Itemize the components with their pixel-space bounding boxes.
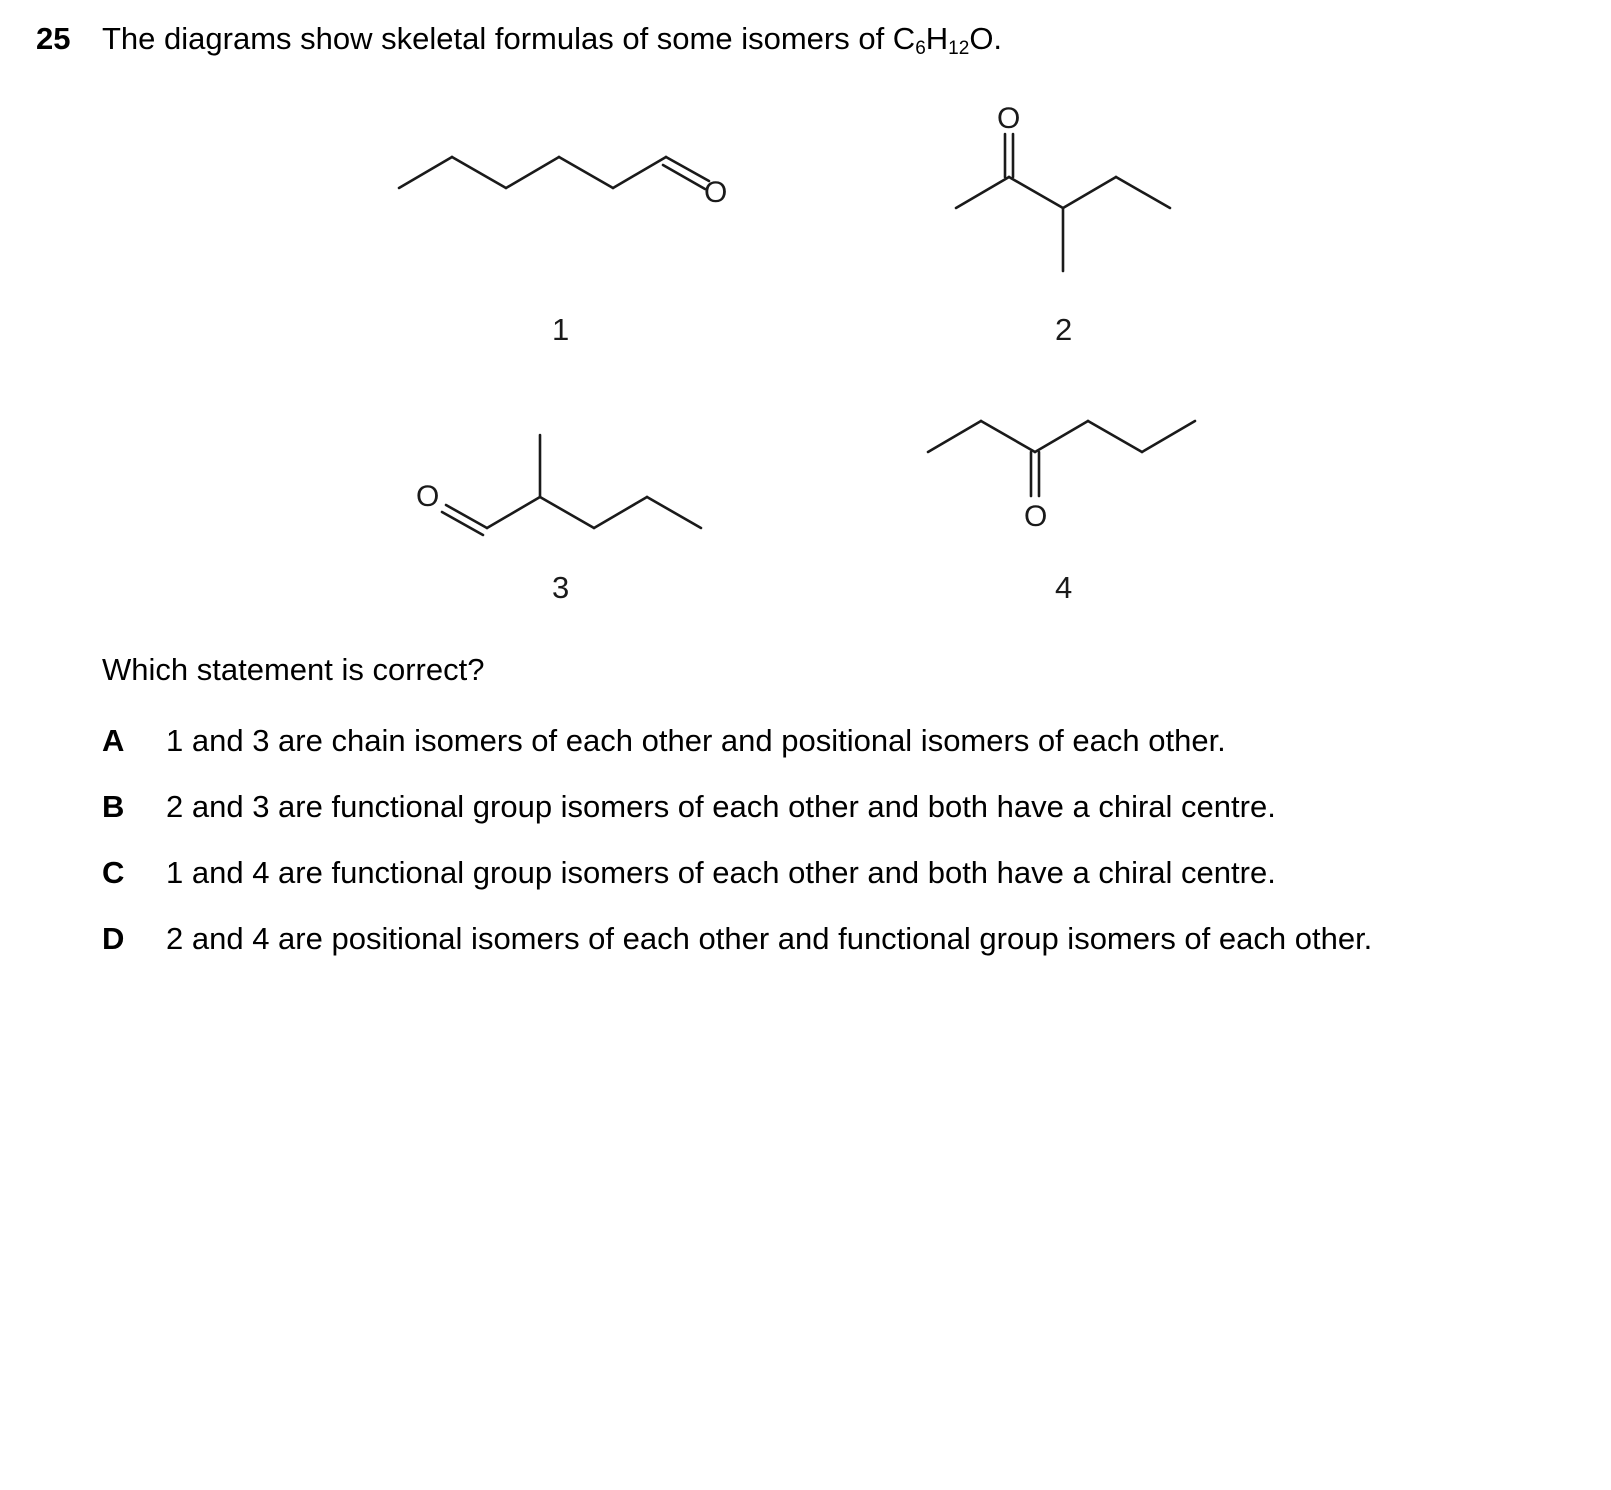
bond (1142, 421, 1195, 452)
structure-1 (399, 157, 727, 347)
bond (956, 177, 1009, 208)
option-letter: A (102, 723, 125, 758)
structure-label-3: 3 (552, 570, 570, 605)
bond (399, 157, 452, 188)
option-text: 1 and 3 are chain isomers of each other and positional isomers of each other. (166, 723, 1226, 758)
oxygen-atom: O (704, 176, 728, 209)
stem-subscript-carbon: 6 (915, 38, 926, 59)
structure-2 (956, 102, 1170, 347)
stem-prefix: The diagrams show skeletal formulas of some isomers of C (102, 21, 916, 56)
structure-4 (928, 421, 1195, 605)
bond (928, 421, 981, 452)
bond (1063, 177, 1116, 208)
option-text: 1 and 4 are functional group isomers of each other and both have a chiral centre. (166, 855, 1276, 890)
bond (506, 157, 559, 188)
oxygen-atom: O (416, 480, 440, 513)
oxygen-atom: O (997, 102, 1021, 135)
bond (1116, 177, 1170, 208)
bond (1088, 421, 1142, 452)
double-bond (663, 165, 705, 189)
question-prompt: Which statement is correct? (102, 652, 485, 687)
bond (647, 497, 701, 528)
bond (487, 497, 540, 528)
bond (981, 421, 1035, 452)
bond (1009, 177, 1063, 208)
structure-label-2: 2 (1055, 312, 1073, 347)
bond (452, 157, 506, 188)
stem-hydrogen: H (925, 21, 949, 56)
oxygen-atom: O (1024, 500, 1048, 533)
bond (594, 497, 647, 528)
option-letter: D (102, 921, 125, 956)
bond (559, 157, 613, 188)
structure-label-4: 4 (1055, 570, 1073, 605)
bond (613, 157, 666, 188)
bond (540, 497, 594, 528)
option-letter: C (102, 855, 125, 890)
structure-label-1: 1 (552, 312, 570, 347)
structure-3 (416, 435, 701, 605)
bond (1035, 421, 1088, 452)
option-text: 2 and 4 are positional isomers of each other and functional group isomers of each other. (166, 921, 1373, 956)
stem-subscript-hydrogen: 12 (948, 38, 970, 59)
skeletal-formulas-diagram (0, 0, 1611, 620)
option-text: 2 and 3 are functional group isomers of each other and both have a chiral centre. (166, 789, 1276, 824)
question-number: 25 (36, 21, 71, 56)
option-letter: B (102, 789, 125, 824)
stem-suffix: O. (969, 21, 1003, 56)
